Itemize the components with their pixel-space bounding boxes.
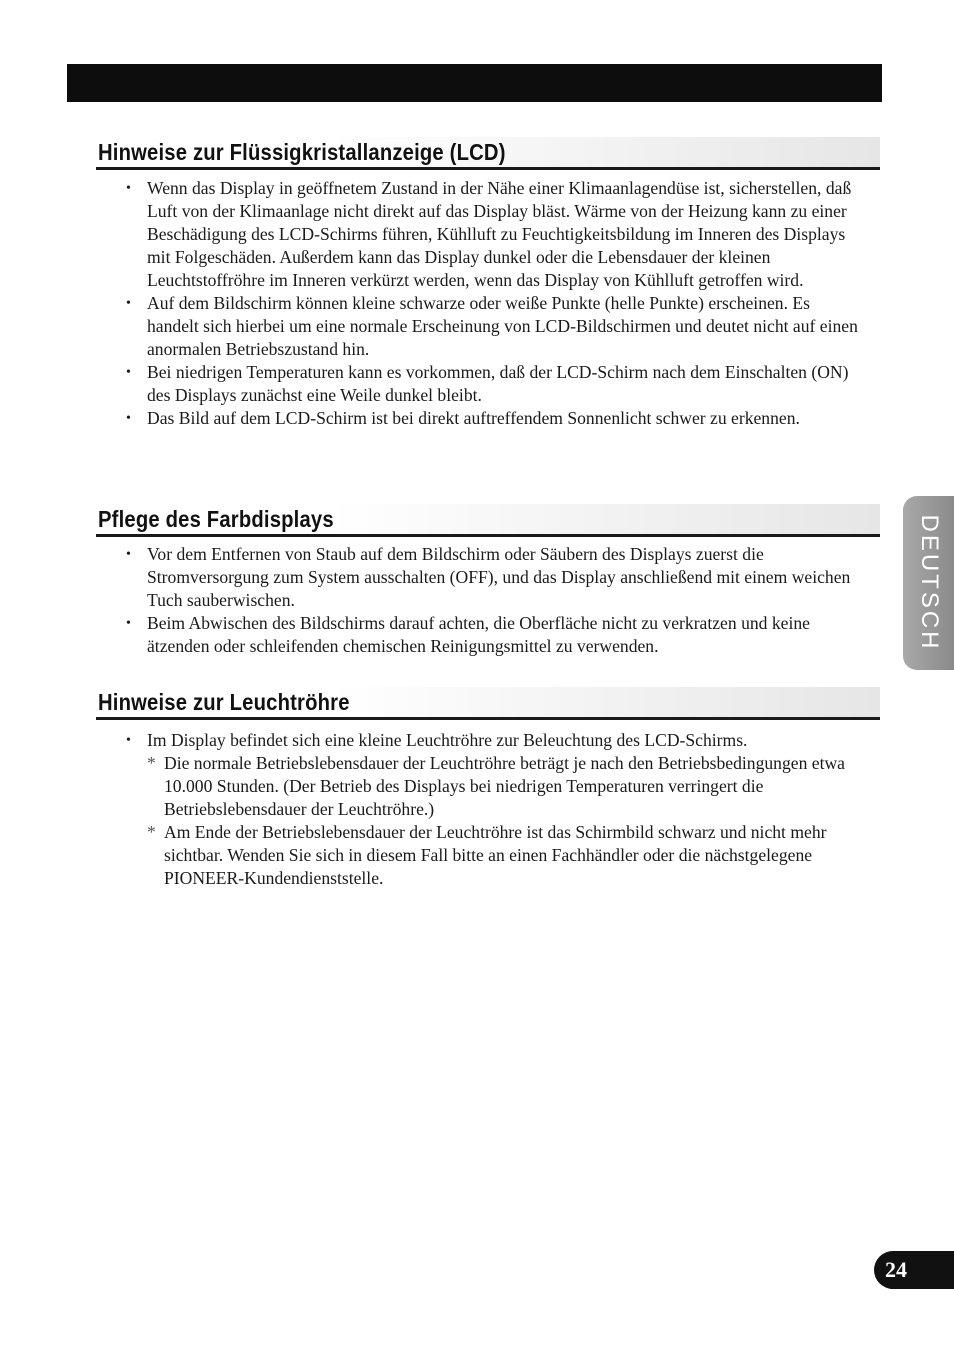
bullet-list-lcd <box>124 177 864 430</box>
list-item: • Beim Abwischen des Bildschirms darauf achten, die Oberfläche nicht zu verkratzen und keine ätzenden oder schleifenden chemischen Reinigungsmittel zu verwenden. <box>124 612 864 658</box>
section-title-tube-text: Hinweise zur Leuchtröhre <box>98 689 350 715</box>
bullet-list-tube <box>124 729 864 890</box>
list-item: • Vor dem Entfernen von Staub auf dem Bildschirm oder Säubern des Displays zuerst die Stromversorgung zum System ausschalten (OFF), und das Display anschließend mit einem weichen Tuch sauberwischen. <box>124 543 864 612</box>
section-title-care-text: Pflege des Farbdisplays <box>98 506 334 532</box>
list-item <box>124 729 864 890</box>
page-number: 24 <box>885 1257 907 1282</box>
bullet-list-care <box>124 543 864 658</box>
list-item-text: Im Display befindet sich eine kleine Leuchtröhre zur Beleuchtung des LCD-Schirms. <box>147 730 748 750</box>
list-item: • Auf dem Bildschirm können kleine schwarze oder weiße Punkte (helle Punkte) erscheinen. Es handelt sich hierbei um eine normale Erscheinung von LCD-Bildschirmen und deutet nicht auf einen anormalen Betriebszustand hin. <box>124 292 864 361</box>
note-item: * Die normale Betriebslebensdauer der Leuchtröhre beträgt je nach den Betriebsbedingungen etwa 10.000 Stunden. (Der Betrieb des Displays bei niedrigen Temperaturen verringert die Betriebslebensdauer der Leuchtröhre.) <box>147 752 864 821</box>
section-title-care <box>96 504 880 537</box>
list-item: • Das Bild auf dem LCD-Schirm ist bei direkt auftreffendem Sonnenlicht schwer zu erkennen. <box>124 407 864 430</box>
list-item: • Bei niedrigen Temperaturen kann es vorkommen, daß der LCD-Schirm nach dem Einschalten (ON) des Displays zunächst eine Weile dunkel bleibt. <box>124 361 864 407</box>
section-title-lcd <box>96 137 880 170</box>
note-list <box>147 752 864 890</box>
language-tab-label: DEUTSCH <box>915 514 943 652</box>
section-title-tube <box>96 687 880 720</box>
list-item: • Wenn das Display in geöffnetem Zustand in der Nähe einer Klimaanlagendüse ist, sicherstellen, daß Luft von der Klimaanlage nicht direkt auf das Display bläst. Wärme von der Heizung kann zu einer Beschädigung des LCD-Schirms führen, Kühlluft zu Feuchtigkeitsbildung im Inneren des Displays mit Folgeschäden. Außerdem kann das Display dunkel oder die Lebensdauer der kleinen Leuchtstoffröhre im Inneren verkürzt werden, wenn das Display von Kühlluft getroffen wird. <box>124 177 864 292</box>
page-number-badge <box>874 1251 954 1289</box>
language-tab <box>903 496 954 670</box>
note-item: * Am Ende der Betriebslebensdauer der Leuchtröhre ist das Schirmbild schwarz und nicht mehr sichtbar. Wenden Sie sich in diesem Fall bitte an einen Fachhändler oder die nächstgelegene PIONEER-Kundendienststelle. <box>147 821 864 890</box>
section-title-lcd-text: Hinweise zur Flüssigkristallanzeige (LCD) <box>98 139 506 165</box>
header-bar <box>67 64 882 102</box>
